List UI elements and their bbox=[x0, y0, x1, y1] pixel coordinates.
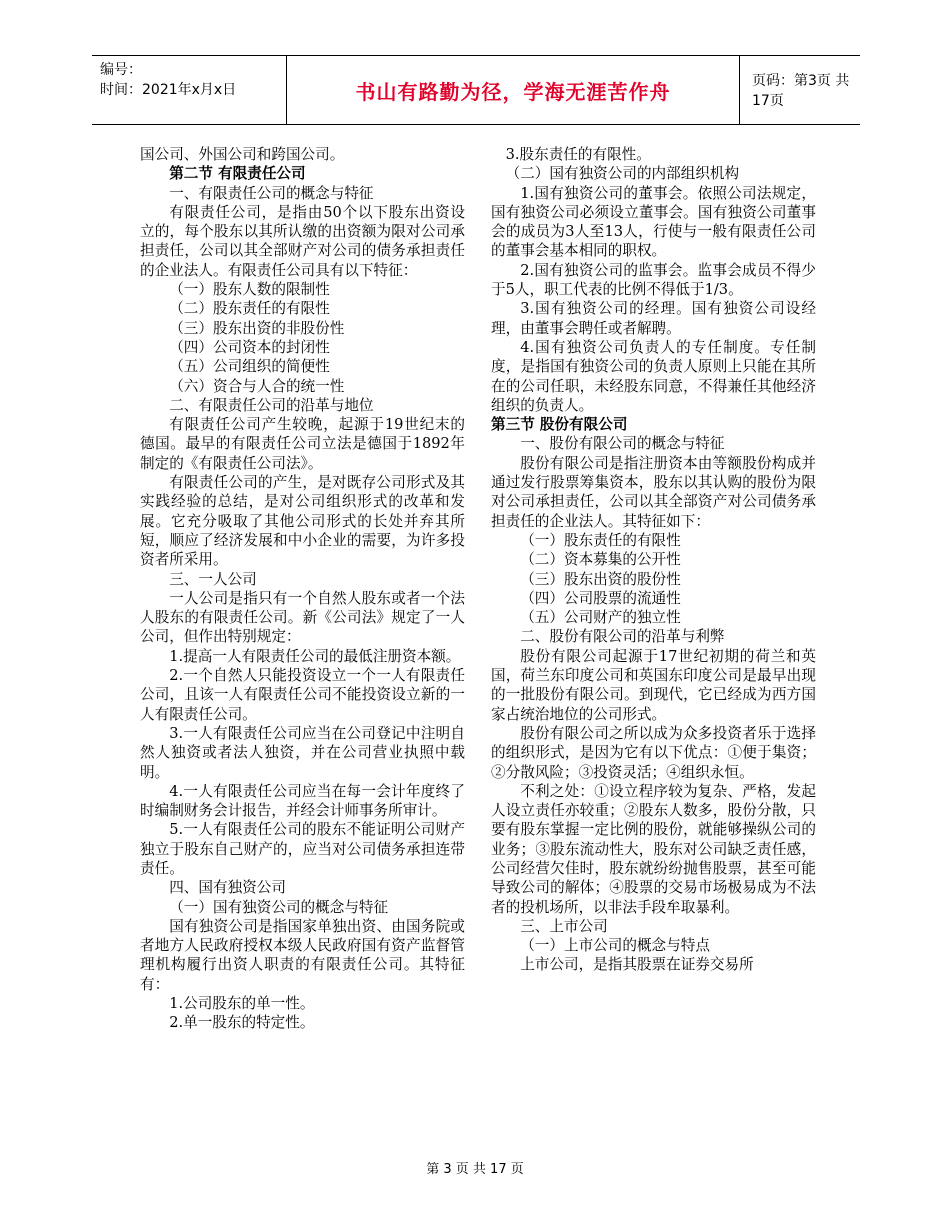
paragraph: 1.提高一人有限责任公司的最低注册资本额。 bbox=[169, 647, 461, 665]
header-meta bbox=[100, 60, 285, 100]
paragraph: （五）公司财产的独立性 bbox=[520, 609, 681, 627]
paragraph: 有限责任公司，是指由50个以下股东出资设立的，每个股东以其所认缴的出资额为限对公司承担责任，公司以其全部财产对公司的债务承担责任的企业法人。有限责任公司具有以下特征： bbox=[140, 203, 465, 279]
page-label: 页码：第3页 共17页 bbox=[752, 73, 850, 109]
paragraph: 上市公司，是指其股票在证券交易所 bbox=[520, 956, 754, 974]
paragraph: 2.一个自然人只能投资设立一个一人有限责任公司，且该一人有限责任公司不能投资设立新的一人有限责任公司。 bbox=[140, 667, 465, 723]
paragraph: 4.国有独资公司负责人的专任制度。专任制度，是指国有独资公司的负责人原则上只能在其所在的公司任职，未经股东同意，不得兼任其他经济组织的负责人。 bbox=[491, 338, 816, 414]
paragraph: 第三节 股份有限公司 bbox=[491, 416, 628, 434]
paragraph: （二）资本募集的公开性 bbox=[520, 551, 681, 569]
paragraph: 有限责任公司产生较晚，起源于19世纪末的德国。最早的有限责任公司立法是德国于1892年制定的《有限责任公司法》。 bbox=[140, 416, 465, 472]
paragraph: 3.一人有限责任公司应当在公司登记中注明自然人独资或者法人独资，并在公司营业执照中载明。 bbox=[140, 724, 465, 781]
paragraph: 股份有限公司起源于17世纪初期的荷兰和英国，荷兰东印度公司和英国东印度公司是最早出现的一批股份有限公司。到现代，它已经成为西方国家占统治地位的公司形式。 bbox=[491, 647, 816, 723]
paragraph: 2.单一股东的特定性。 bbox=[169, 1014, 315, 1032]
paragraph: 四、国有独资公司 bbox=[169, 879, 286, 897]
document-header bbox=[92, 55, 860, 125]
paragraph: （五）公司组织的简便性 bbox=[169, 358, 330, 376]
paragraph: 2.国有独资公司的监事会。监事会成员不得少于5人，职工代表的比例不得低于1/3。 bbox=[491, 261, 816, 299]
paragraph: （一）国有独资公司的概念与特征 bbox=[169, 898, 389, 916]
page-footer: 第 3 页 共 17 页 bbox=[426, 1162, 524, 1177]
paragraph: 三、上市公司 bbox=[520, 917, 608, 935]
paragraph: 3.股东责任的有限性。 bbox=[505, 146, 651, 163]
paragraph: 一、有限责任公司的概念与特征 bbox=[169, 184, 374, 202]
paragraph: 二、有限责任公司的沿革与地位 bbox=[169, 396, 374, 414]
paragraph: （四）公司股票的流通性 bbox=[520, 589, 681, 607]
paragraph: （二）国有独资公司的内部组织机构 bbox=[505, 165, 740, 183]
number-label: 编号： bbox=[100, 62, 142, 78]
paragraph: 有限责任公司的产生，是对既存公司形式及其实践经验的总结，是对公司组织形式的改革和发展。它充分吸取了其他公司形式的长处并弃其所短，顺应了经济发展和中小企业的需要，为许多投资者所采用。 bbox=[140, 474, 465, 569]
paragraph: 4.一人有限责任公司应当在每一会计年度终了时编制财务会计报告，并经会计师事务所审计。 bbox=[140, 782, 465, 820]
paragraph: 国有独资公司是指国家单独出资、由国务院或者地方人民政府授权本级人民政府国有资产监督管理机构履行出资人职责的有限责任公司。其特征有： bbox=[140, 917, 465, 993]
left-text-column bbox=[140, 145, 465, 1033]
paragraph: （一）股东责任的有限性 bbox=[520, 531, 681, 549]
paragraph: 股份有限公司是指注册资本由等额股份构成并通过发行股票筹集资本，股东以其认购的股份为限对公司承担责任，公司以其全部资产对公司债务承担责任的企业法人。其特征如下： bbox=[491, 454, 816, 530]
paragraph: 1.公司股东的单一性。 bbox=[169, 995, 315, 1013]
paragraph: （六）资合与人合的统一性 bbox=[169, 377, 345, 395]
right-text-column bbox=[491, 145, 816, 975]
motto-text: 书山有路勤为径，学海无涯苦作舟 bbox=[355, 79, 671, 104]
paragraph: 国公司、外国公司和跨国公司。 bbox=[140, 146, 345, 163]
paragraph: 1.国有独资公司的董事会。依照公司法规定，国有独资公司必须设立董事会。国有独资公司董事会的成员为3人至13人，行使与一般有限责任公司的董事会基本相同的职权。 bbox=[491, 184, 816, 260]
header-motto-cell bbox=[286, 56, 740, 124]
paragraph: 三、一人公司 bbox=[169, 570, 257, 588]
paragraph: 一、股份有限公司的概念与特征 bbox=[520, 435, 725, 453]
paragraph: 3.国有独资公司的经理。国有独资公司设经理，由董事会聘任或者解聘。 bbox=[491, 300, 816, 337]
paragraph: （三）股东出资的非股份性 bbox=[169, 319, 345, 337]
paragraph: 第二节 有限责任公司 bbox=[169, 165, 306, 183]
header-page-cell bbox=[752, 56, 860, 124]
paragraph: 股份有限公司之所以成为众多投资者乐于选择的组织形式，是因为它有以下优点：①便于集资；②分散风险；③投资灵活；④组织永恒。 bbox=[491, 724, 816, 781]
paragraph: （四）公司资本的封闭性 bbox=[169, 338, 330, 356]
paragraph: （三）股东出资的股份性 bbox=[520, 570, 681, 588]
paragraph: 一人公司是指只有一个自然人股东或者一个法人股东的有限责任公司。新《公司法》规定了一人公司，但作出特别规定： bbox=[140, 589, 465, 646]
paragraph: 二、股份有限公司的沿革与利弊 bbox=[520, 628, 725, 646]
paragraph: （一）股东人数的限制性 bbox=[169, 281, 330, 299]
time-label: 时间：2021年x月x日 bbox=[100, 82, 237, 98]
paragraph: （一）上市公司的概念与特点 bbox=[520, 937, 710, 955]
paragraph: 不利之处：①设立程序较为复杂、严格，发起人设立责任亦较重；②股东人数多，股份分散，只要有股东掌握一定比例的股份，就能够操纵公司的业务；③股东流动性大，股东对公司缺乏责任感，公司经营欠佳时，股东就纷纷抛售股票，甚至可能导致公司的解体；④股票的交易市场极易成为不法者的投机场所，以非法手段牟取暴利。 bbox=[491, 782, 816, 916]
paragraph: 5.一人有限责任公司的股东不能证明公司财产独立于股东自己财产的，应当对公司债务承担连带责任。 bbox=[140, 821, 465, 877]
paragraph: （二）股东责任的有限性 bbox=[169, 300, 330, 318]
